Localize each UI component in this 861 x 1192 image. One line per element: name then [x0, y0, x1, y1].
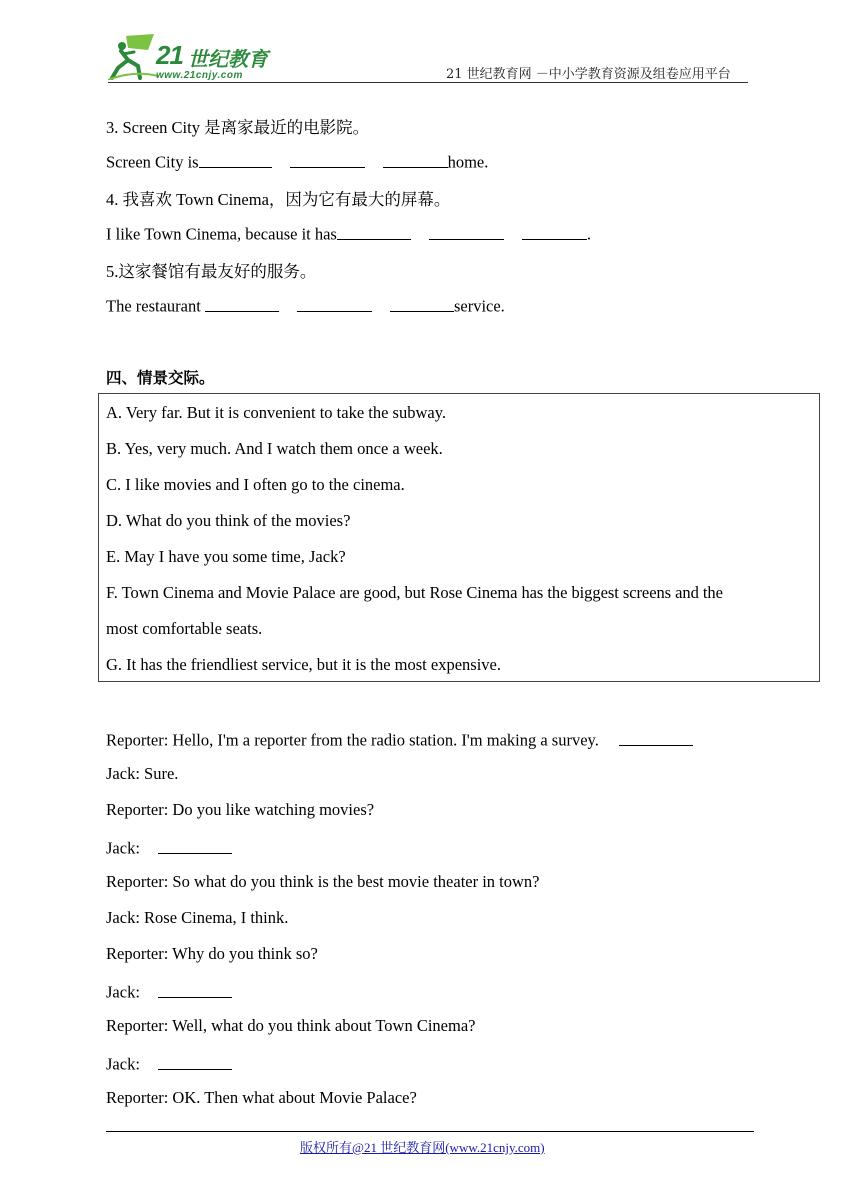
section-title: 四、情景交际。	[106, 369, 215, 387]
answer-blank[interactable]	[158, 980, 232, 998]
option-c: C. I like movies and I often go to the cinema.	[106, 475, 405, 494]
header-title: 21 世纪教育网 －中小学教育资源及组卷应用平台	[446, 67, 731, 82]
header-divider	[108, 82, 748, 83]
dialogue-line	[106, 980, 232, 1003]
answer-blank[interactable]	[390, 294, 454, 312]
q3-chinese: 3. Screen City 是离家最近的电影院。	[106, 118, 370, 137]
answer-blank[interactable]	[158, 836, 232, 854]
answer-blank[interactable]	[199, 150, 272, 168]
option-f: F. Town Cinema and Movie Palace are good, but Rose Cinema has the biggest screens and the	[106, 583, 723, 602]
dialogue-line: Jack: Sure.	[106, 764, 179, 783]
logo-number: 21	[156, 40, 183, 70]
q4-english	[106, 222, 591, 245]
dialogue-line: Reporter: Do you like watching movies?	[106, 800, 375, 819]
q3-english	[106, 150, 488, 173]
dialogue-line: Reporter: Well, what do you think about Town Cinema?	[106, 1016, 476, 1035]
answer-blank[interactable]	[383, 150, 448, 168]
dialogue-text: Jack:	[106, 982, 140, 1002]
dialogue-text: Reporter: Hello, I'm a reporter from the radio station. I'm making a survey.	[106, 730, 599, 750]
q5-english-start: The restaurant	[106, 296, 205, 316]
dialogue-line: Reporter: OK. Then what about Movie Palace?	[106, 1088, 417, 1107]
q5-chinese: 5.这家餐馆有最友好的服务。	[106, 262, 317, 281]
option-g: G. It has the friendliest service, but it is the most expensive.	[106, 655, 501, 674]
dialogue-line	[106, 1052, 232, 1075]
dialogue-text: Jack:	[106, 838, 140, 858]
answer-blank[interactable]	[290, 150, 365, 168]
option-b: B. Yes, very much. And I watch them once a week.	[106, 439, 443, 458]
answer-blank[interactable]	[158, 1052, 232, 1070]
runner-logo-icon	[108, 34, 158, 80]
dialogue-line: Jack: Rose Cinema, I think.	[106, 908, 289, 927]
dialogue-line: Reporter: Why do you think so?	[106, 944, 318, 963]
footer-copyright-link[interactable]: 版权所有@21 世纪教育网(www.21cnjy.com)	[300, 1140, 545, 1155]
dialogue-line	[106, 728, 693, 751]
dialogue-line	[106, 836, 232, 859]
answer-blank[interactable]	[429, 222, 504, 240]
footer-divider	[106, 1131, 754, 1132]
answer-blank[interactable]	[205, 294, 279, 312]
option-a: A. Very far. But it is convenient to take the subway.	[106, 403, 447, 422]
option-d: D. What do you think of the movies?	[106, 511, 351, 530]
answer-blank[interactable]	[619, 728, 693, 746]
logo-url: www.21cnjy.com	[156, 70, 243, 81]
q3-english-start: Screen City is	[106, 152, 199, 172]
answer-blank[interactable]	[337, 222, 411, 240]
q4-english-end: .	[586, 224, 591, 244]
q4-chinese: 4. 我喜欢 Town Cinema，因为它有最大的屏幕。	[106, 190, 451, 209]
q5-english	[106, 294, 505, 317]
option-f-continued: most comfortable seats.	[106, 619, 263, 638]
logo-text: 世纪教育	[188, 47, 268, 71]
q5-english-end: service.	[453, 296, 505, 316]
dialogue-line: Reporter: So what do you think is the best movie theater in town?	[106, 872, 540, 891]
dialogue-text: Jack:	[106, 1054, 140, 1074]
answer-blank[interactable]	[522, 222, 587, 240]
site-logo	[108, 34, 288, 84]
q4-english-start: I like Town Cinema, because it has	[106, 224, 337, 244]
option-e: E. May I have you some time, Jack?	[106, 547, 346, 566]
answer-blank[interactable]	[297, 294, 372, 312]
q3-english-end: home.	[447, 152, 489, 172]
